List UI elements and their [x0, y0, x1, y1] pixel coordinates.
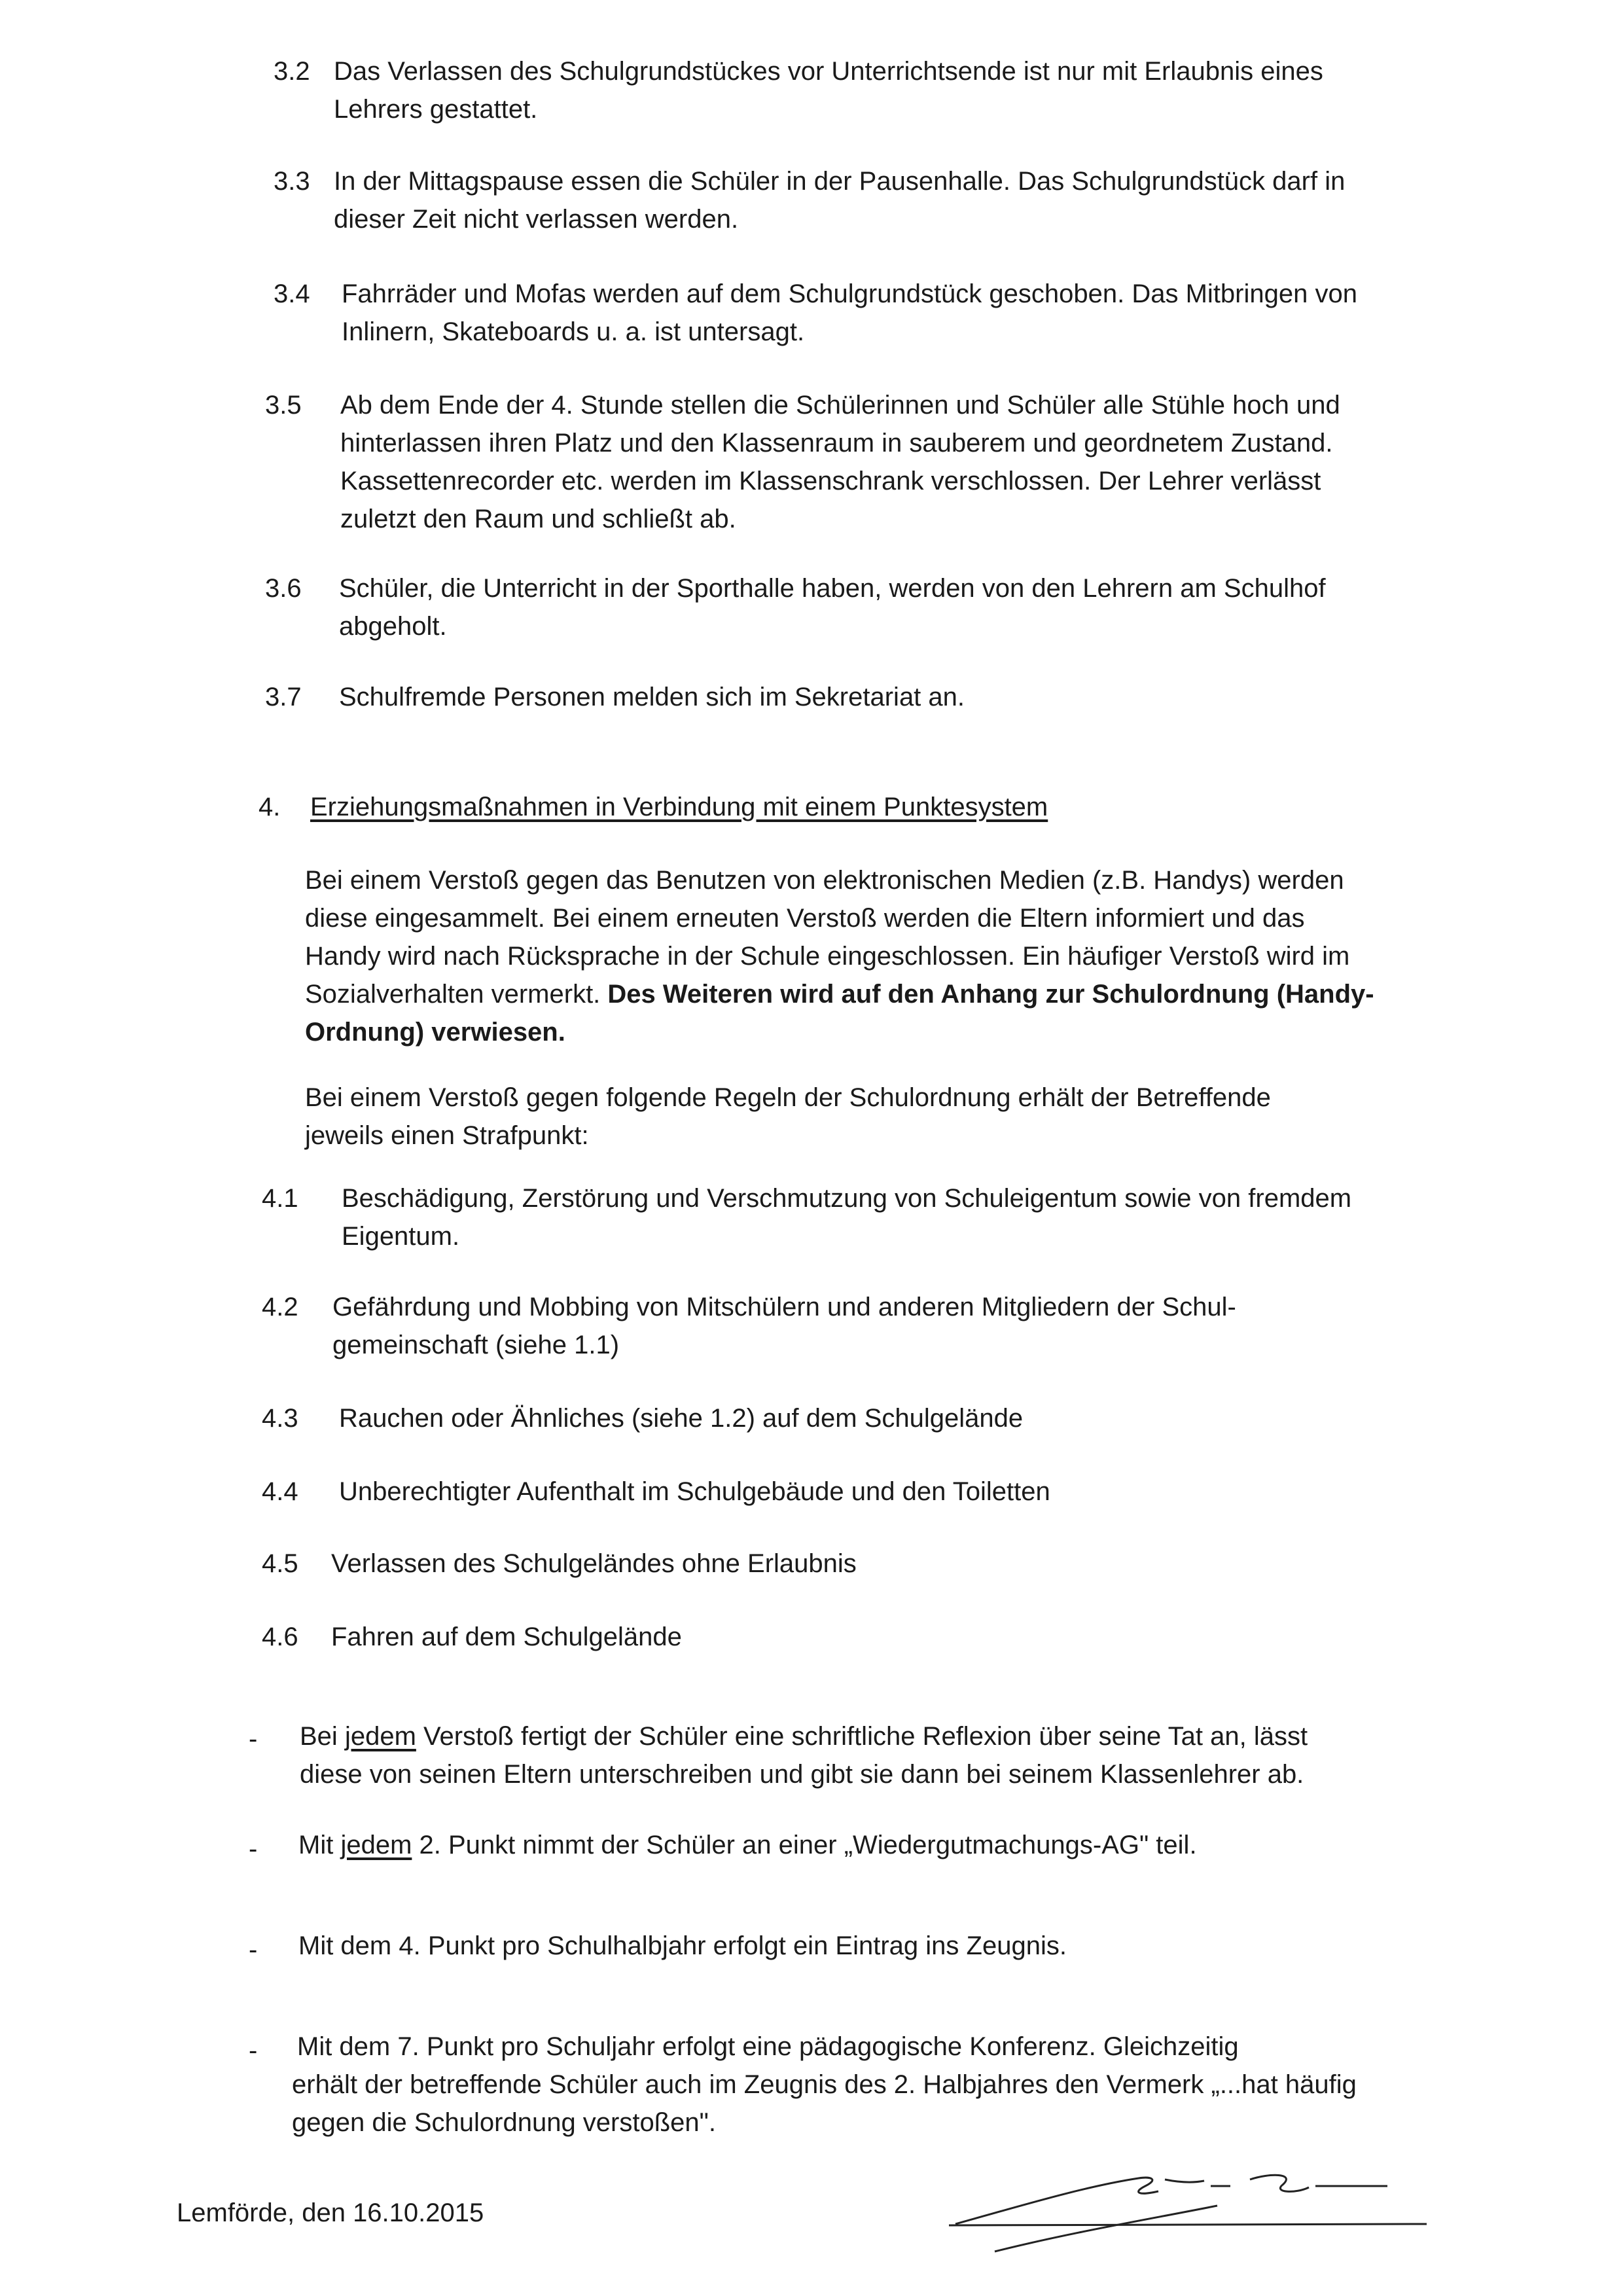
item-text: Gefährdung und Mobbing von Mitschülern und anderen Mitgliedern der Schul- gemeinschaft (siehe 1.1)	[332, 1293, 1236, 1359]
item-number: 4.3	[262, 1404, 298, 1433]
list-dash: -	[249, 1725, 258, 1753]
item-number: 4.4	[262, 1477, 298, 1506]
item-number: 3.6	[265, 574, 302, 603]
item-text: Schulfremde Personen melden sich im Sekretariat an.	[339, 683, 965, 711]
handwritten-signature	[942, 2160, 1440, 2258]
item-text: Fahrräder und Mofas werden auf dem Schulgrundstück geschoben. Das Mitbringen von Inlinern, Skateboards u. a. ist untersagt.	[342, 279, 1357, 346]
rule-reflexion: Bei jedem Verstoß fertigt der Schüler eine schriftliche Reflexion über seine Tat an, lässt diese von seinen Eltern unterschreiben und gibt sie dann bei seinem Klassenlehrer ab.	[300, 1722, 1308, 1789]
item-text: Das Verlassen des Schulgrundstückes vor Unterrichtsende ist nur mit Erlaubnis eines Lehrers gestattet.	[334, 57, 1323, 124]
item-text: Ab dem Ende der 4. Stunde stellen die Schülerinnen und Schüler alle Stühle hoch und hinterlassen ihren Platz und den Klassenraum in sauberem und geordnetem Zustand. Kassettenrecorder etc. werden im Klassenschrank verschlossen. Der Lehrer verlässt zuletzt den Raum und schließt ab.	[340, 391, 1340, 533]
list-dash: -	[249, 2036, 258, 2065]
place-and-date: Lemförde, den 16.10.2015	[177, 2198, 484, 2227]
rule-zeugnis: Mit dem 4. Punkt pro Schulhalbjahr erfolgt ein Eintrag ins Zeugnis.	[298, 1931, 1067, 1960]
item-number: 3.5	[265, 391, 302, 420]
section-number: 4.	[259, 793, 281, 821]
item-text: In der Mittagspause essen die Schüler in der Pausenhalle. Das Schulgrundstück darf in dieser Zeit nicht verlassen werden.	[334, 167, 1346, 234]
item-text: Fahren auf dem Schulgelände	[331, 1623, 682, 1651]
item-text: Rauchen oder Ähnliches (siehe 1.2) auf dem Schulgelände	[339, 1404, 1024, 1433]
item-number: 3.4	[274, 279, 310, 308]
item-number: 4.5	[262, 1549, 298, 1578]
paragraph-penalty-points: Bei einem Verstoß gegen folgende Regeln der Schulordnung erhält der Betreffende jeweils einen Strafpunkt:	[305, 1083, 1271, 1150]
rule-konferenz: Mit dem 7. Punkt pro Schuljahr erfolgt eine pädagogische Konferenz. Gleichzeitig erhält der betreffende Schüler auch im Zeugnis des 2. Halbjahres den Vermerk „...hat häufig gegen die Schulordnung verstoßen".	[292, 2032, 1357, 2137]
item-number: 3.2	[274, 57, 310, 86]
item-number: 4.6	[262, 1623, 298, 1651]
item-text: Schüler, die Unterricht in der Sporthalle haben, werden von den Lehrern am Schulhof abgeholt.	[339, 574, 1326, 641]
item-number: 4.2	[262, 1293, 298, 1321]
section-heading: Erziehungsmaßnahmen in Verbindung mit einem Punktesystem	[310, 793, 1048, 821]
item-number: 3.7	[265, 683, 302, 711]
item-text: Verlassen des Schulgeländes ohne Erlaubnis	[331, 1549, 857, 1578]
item-text: Unberechtigter Aufenthalt im Schulgebäude und den Toiletten	[339, 1477, 1050, 1506]
list-dash: -	[249, 1835, 258, 1863]
item-number: 4.1	[262, 1184, 298, 1213]
list-dash: -	[249, 1935, 258, 1964]
item-text: Beschädigung, Zerstörung und Verschmutzung von Schuleigentum sowie von fremdem Eigentum.	[342, 1184, 1352, 1251]
item-number: 3.3	[274, 167, 310, 196]
rule-wiedergutmachung: Mit jedem 2. Punkt nimmt der Schüler an einer „Wiedergutmachungs-AG" teil.	[298, 1831, 1197, 1859]
paragraph-electronic-media: Bei einem Verstoß gegen das Benutzen von elektronischen Medien (z.B. Handys) werden diese eingesammelt. Bei einem erneuten Verstoß werden die Eltern informiert und das Handy wird nach Rücksprache in der Schule eingeschlossen. Ein häufiger Verstoß wird im Sozialverhalten vermerkt. Des Weiteren wird auf den Anhang zur Schulordnung (Handy- Ordnung) verwiesen.	[305, 866, 1374, 1047]
